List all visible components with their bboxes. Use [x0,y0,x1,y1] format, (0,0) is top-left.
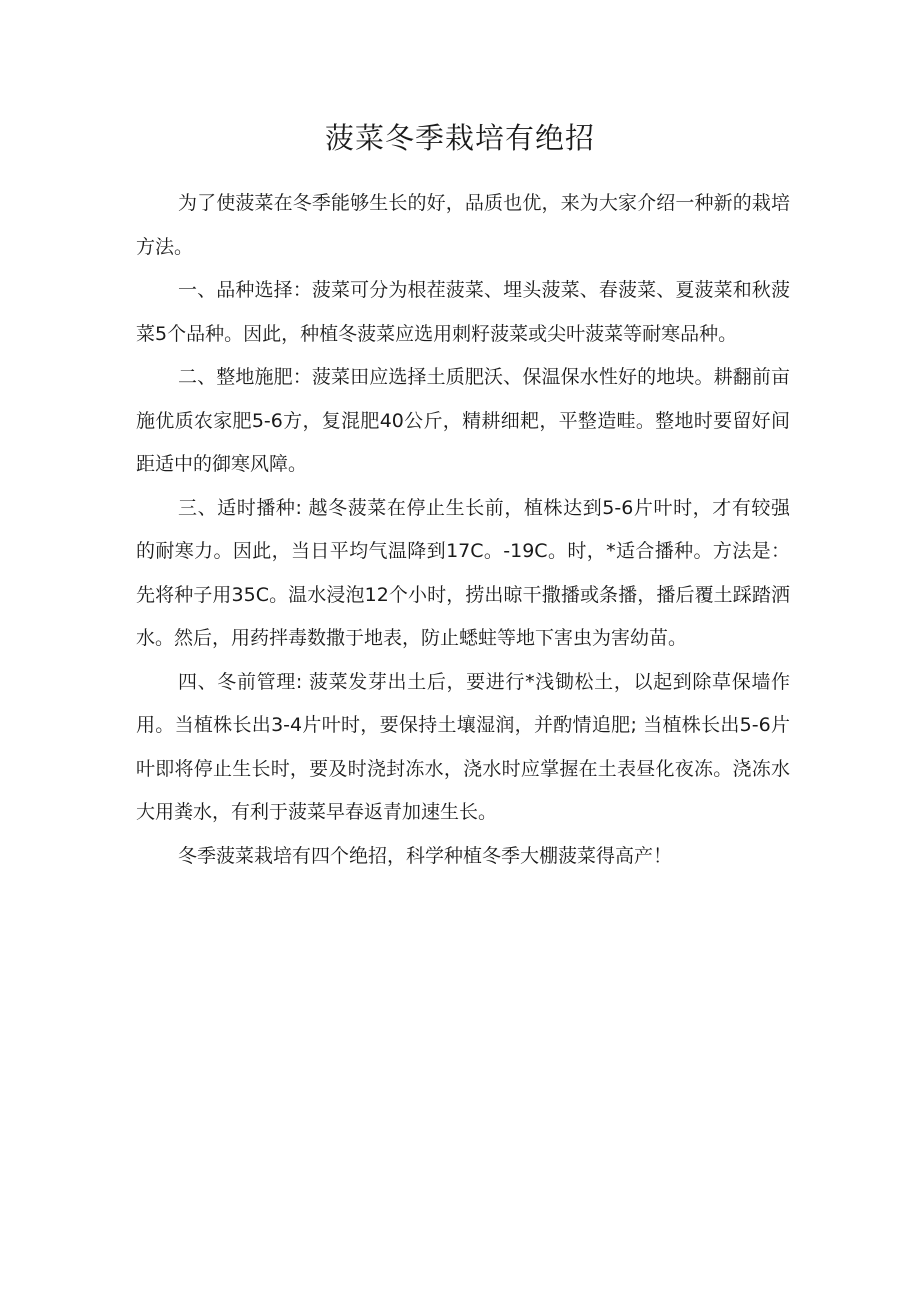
paragraph-timely-sowing: 三、适时播种: 越冬菠菜在停止生长前，植株达到5-6片叶时，才有较强的耐寒力。因此，当日平均气温降到17C。-19C。时，*适合播种。方法是：先将种子用35C。温水浸泡12个小时，捞出晾干撒播或条播，播后覆土踩踏洒水。然后，用药拌毒数撒于地表，防止蟋蛀等地下害虫为害幼苗。 [136,496,790,649]
document-body [136,182,790,878]
paragraph-conclusion: 冬季菠菜栽培有四个绝招，科学种植冬季大棚菠菜得高产！ [178,844,673,867]
paragraph-intro: 为了使菠菜在冬季能够生长的好，品质也优，来为大家介绍一种新的栽培方法。 [136,192,790,258]
document-title: 菠菜冬季栽培有绝招 [324,121,595,155]
paragraph-variety-selection: 一、品种选择：菠菜可分为根茬菠菜、埋头菠菜、春菠菜、夏菠菜和秋菠菜5个品种。因此，种植冬菠菜应选用刺籽菠菜或尖叶菠菜等耐寒品种。 [136,279,790,345]
paragraph-winter-management: 四、冬前管理: 菠菜发芽出土后，要进行*浅锄松土，以起到除草保墙作用。当植株长出3-4片叶时，要保持土壤湿润，并酌情追肥; 当植株长出5-6片叶即将停止生长时，要及时浇封冻水，浇水时应掌握在土表昼化夜冻。浇冻水大用粪水，有利于菠菜早春返青加速生长。 [136,670,790,823]
paragraph-soil-fertilization: 二、整地施肥：菠菜田应选择土质肥沃、保温保水性好的地块。耕翻前亩施优质农家肥5-6方，复混肥40公斤，精耕细耙，平整造畦。整地时要留好间距适中的御寒风障。 [136,366,790,475]
